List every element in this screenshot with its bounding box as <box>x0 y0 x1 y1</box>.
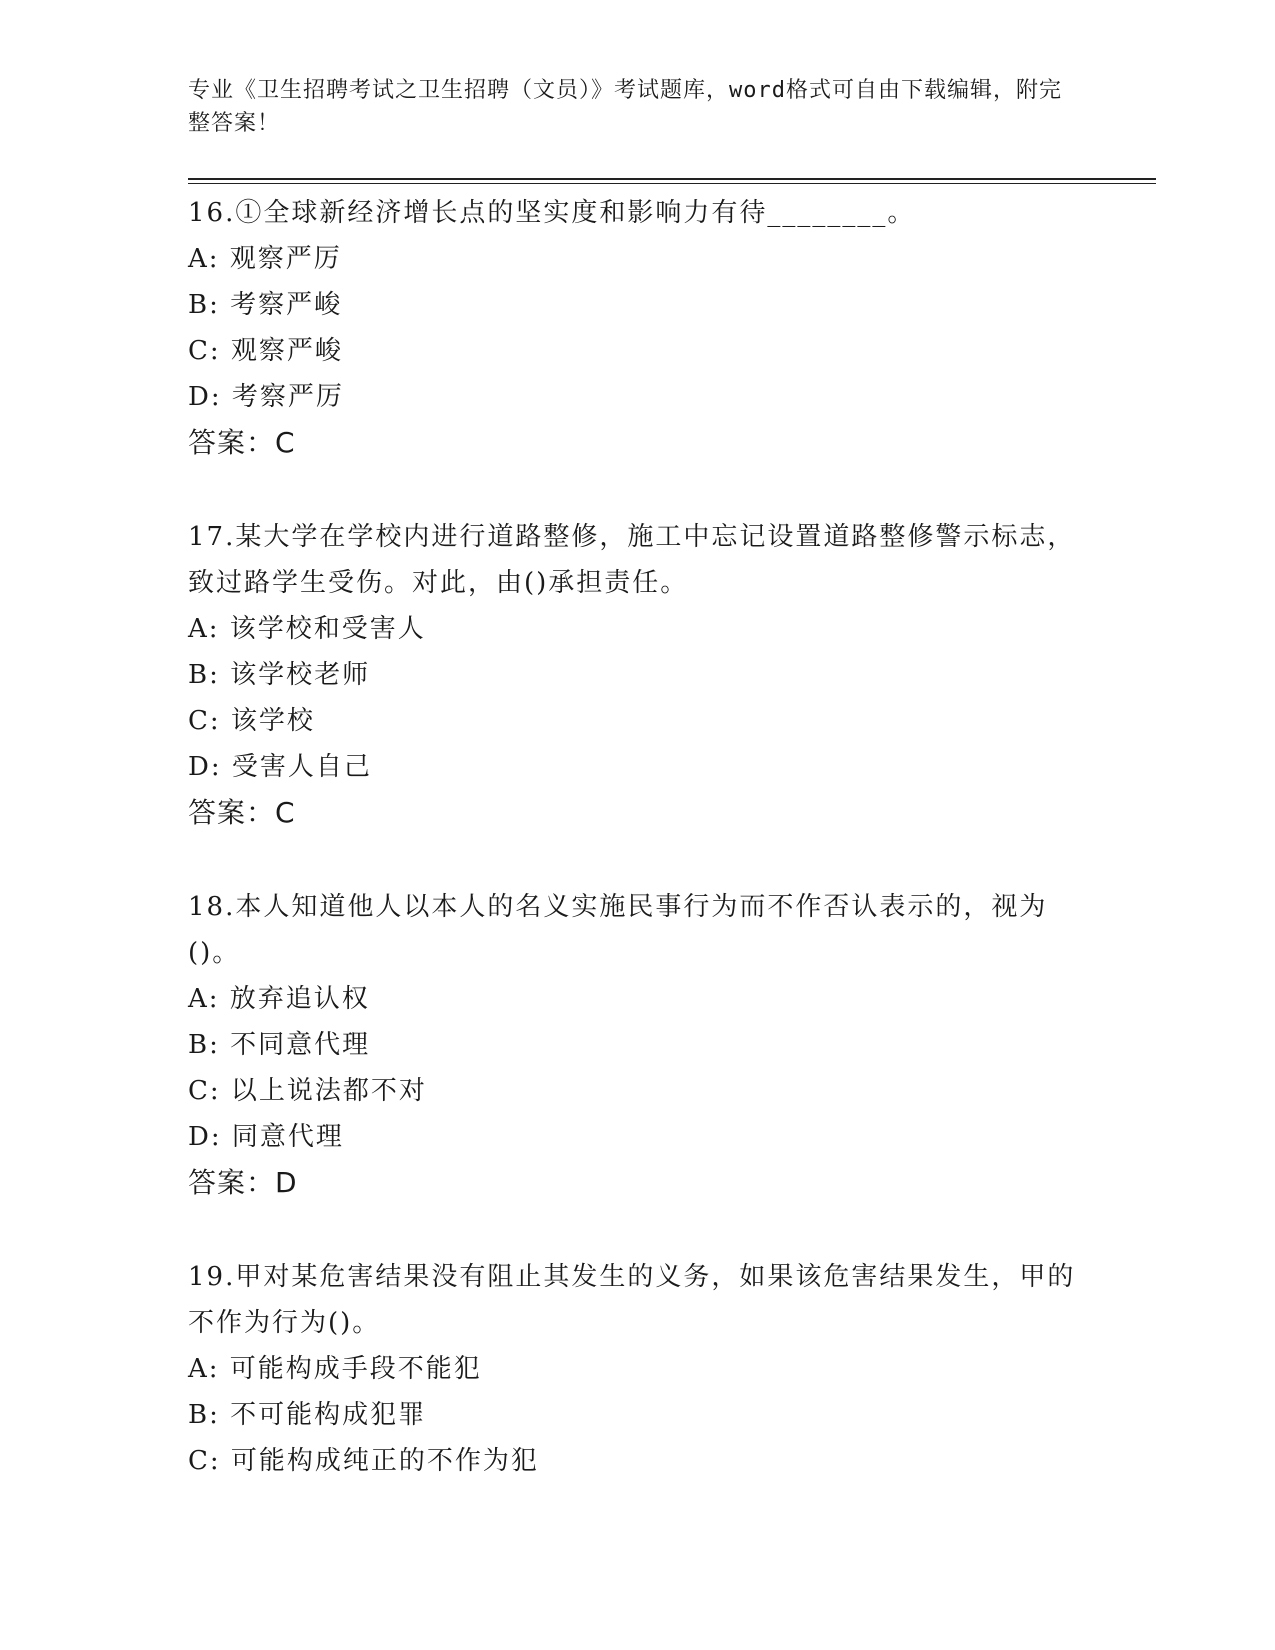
question-text: 16.①全球新经济增长点的坚实度和影响力有待________。 <box>188 198 916 228</box>
question-16 <box>188 190 1088 466</box>
option-c: C: 观察严峻 <box>188 336 343 366</box>
document-header: 专业《卫生招聘考试之卫生招聘（文员）》考试题库，word格式可自由下载编辑，附完整答案！ <box>188 78 1062 136</box>
option-a: A: 放弃追认权 <box>188 984 370 1014</box>
question-list <box>188 190 1088 1532</box>
option-a: A: 观察严厉 <box>188 244 342 274</box>
option-a: A: 该学校和受害人 <box>188 614 426 644</box>
header-divider-thick <box>188 178 1156 180</box>
option-c: C: 该学校 <box>188 706 315 736</box>
answer-line: 答案：C <box>188 796 296 829</box>
question-17 <box>188 514 1088 836</box>
option-d: D: 同意代理 <box>188 1122 344 1152</box>
option-d: D: 考察严厉 <box>188 382 344 412</box>
answer-line: 答案：C <box>188 426 296 459</box>
question-19 <box>188 1254 1088 1484</box>
option-b: B: 不可能构成犯罪 <box>188 1400 427 1430</box>
option-b: B: 不同意代理 <box>188 1030 371 1060</box>
option-a: A: 可能构成手段不能犯 <box>188 1354 482 1384</box>
question-text: 19.甲对某危害结果没有阻止其发生的义务，如果该危害结果发生，甲的不作为行为()。 <box>188 1262 1076 1338</box>
option-c: C: 可能构成纯正的不作为犯 <box>188 1446 539 1476</box>
question-text: 18.本人知道他人以本人的名义实施民事行为而不作否认表示的，视为()。 <box>188 892 1048 968</box>
option-b: B: 考察严峻 <box>188 290 343 320</box>
option-b: B: 该学校老师 <box>188 660 371 690</box>
option-c: C: 以上说法都不对 <box>188 1076 427 1106</box>
question-18 <box>188 884 1088 1206</box>
answer-line: 答案：D <box>188 1166 298 1199</box>
header-divider-thin <box>188 183 1156 184</box>
option-d: D: 受害人自己 <box>188 752 372 782</box>
question-text: 17.某大学在学校内进行道路整修，施工中忘记设置道路整修警示标志，致过路学生受伤。对此，由()承担责任。 <box>188 522 1076 598</box>
